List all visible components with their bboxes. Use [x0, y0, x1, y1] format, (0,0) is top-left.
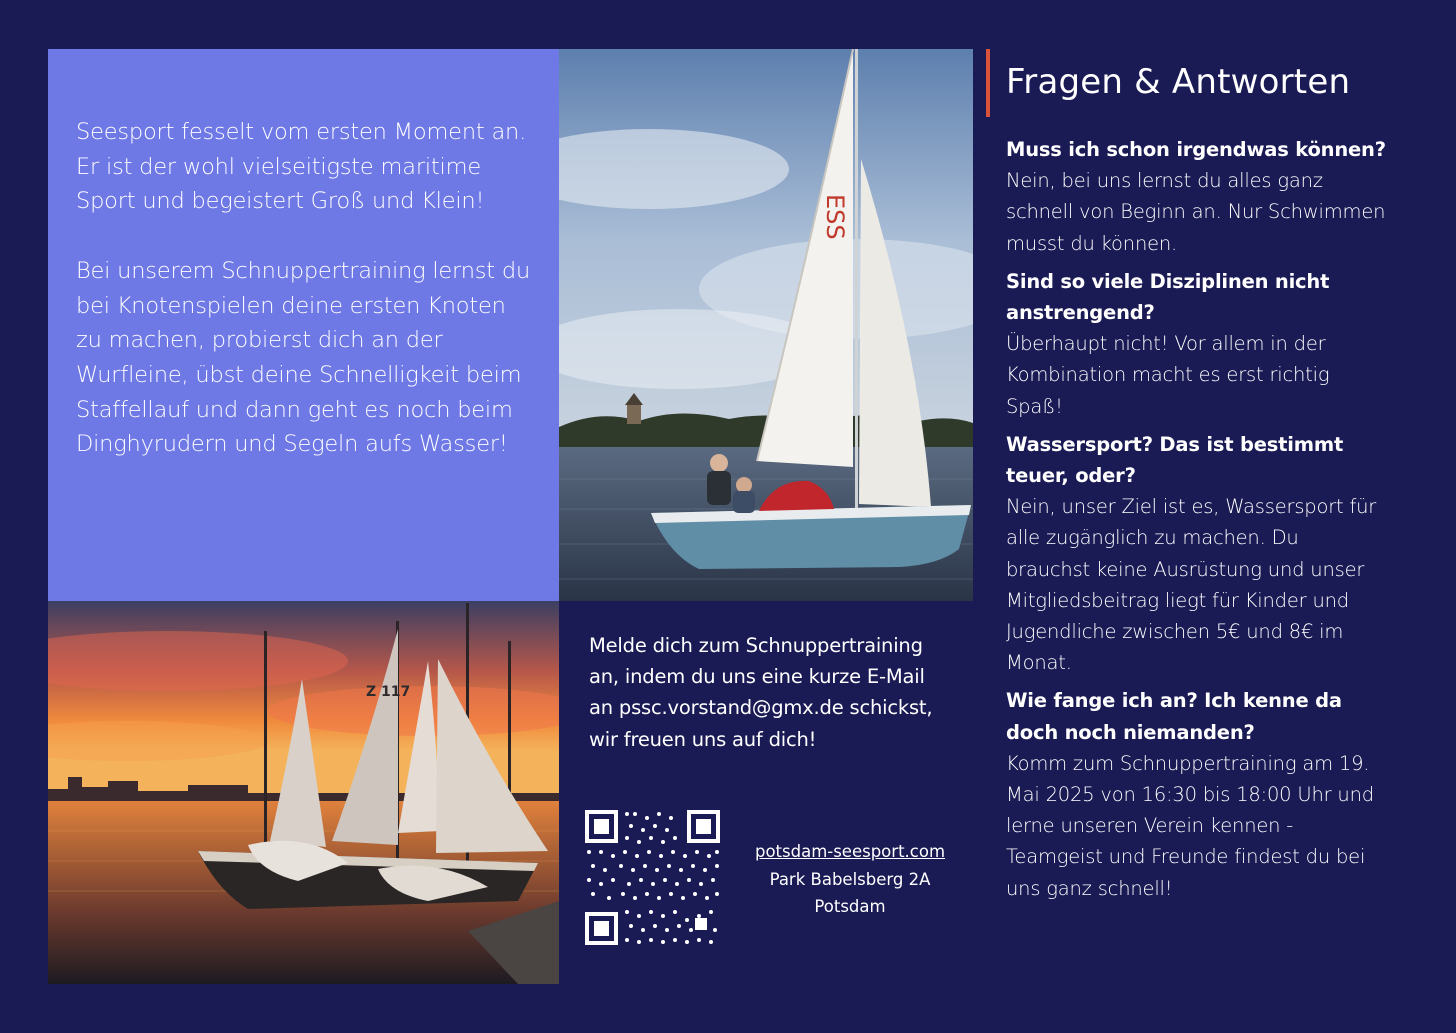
intro-paragraph-2: Bei unserem Schnuppertraining lernst du bei Knotenspielen deine ersten Knoten zu machen, probierst dich an der Wurfleine, übst deine Schnelligkeit beim Staffellauf und dann geht es noch beim Dinghyrudern und Segeln aufs Wasser! [76, 257, 531, 458]
faq-answer: Nein, unser Ziel ist es, Wassersport für alle zugänglich zu machen. Du brauchst keine Ausrüstung und unser Mitgliedsbeitrag liegt für Kinder und Jugendliche zwischen 5€ und 8€ im Monat. [1006, 495, 1377, 675]
faq-answer: Nein, bei uns lernst du alles ganz schnell von Beginn an. Nur Schwimmen musst du können. [1006, 169, 1386, 255]
svg-text:Z 117: Z 117 [366, 684, 411, 700]
website-link[interactable]: potsdam-seesport.com [754, 842, 946, 861]
faq-question: Muss ich schon irgendwas können? [1006, 138, 1386, 161]
sailing-dinghy-photo [559, 49, 973, 601]
faq-item [1006, 266, 1386, 422]
svg-text:ESS: ESS [821, 194, 849, 240]
faq-item [1006, 134, 1386, 259]
intro-paragraph-1: Seesport fesselt vom ersten Moment an. Er ist der wohl vielseitigste maritime Sport und begeistert Groß und Klein! [76, 119, 527, 215]
faq-title: Fragen & Antworten [1006, 62, 1351, 102]
faq-answer: Komm zum Schnuppertraining am 19. Mai 2025 von 16:30 bis 18:00 Uhr und lerne unseren Verein kennen - Teamgeist und Freunde findest du bei uns ganz schnell! [1006, 751, 1374, 900]
faq-question: Sind so viele Disziplinen nicht anstrengend? [1006, 269, 1330, 325]
faq-item [1006, 429, 1386, 679]
faq-question: Wassersport? Das ist bestimmt teuer, oder? [1006, 432, 1344, 488]
faq-accent-bar [986, 49, 990, 117]
faq-question: Wie fange ich an? Ich kenne da doch noch niemanden? [1006, 689, 1342, 744]
address-city: Potsdam [814, 897, 886, 917]
faq-list [1006, 134, 1386, 911]
qr-code [583, 808, 722, 947]
contact-block [738, 838, 962, 921]
sunset-sailboats-photo [48, 601, 559, 984]
faq-answer: Überhaupt nicht! Vor allem in der Kombination macht es erst richtig Spaß! [1006, 332, 1330, 418]
faq-item [1006, 685, 1386, 903]
address-street: Park Babelsberg 2A [769, 869, 931, 889]
intro-panel [48, 49, 559, 601]
signup-text: Melde dich zum Schnuppertraining an, indem du uns eine kurze E-Mail an pssc.vorstand@gmx.de schickst, wir freuen uns auf dich! [589, 634, 933, 751]
